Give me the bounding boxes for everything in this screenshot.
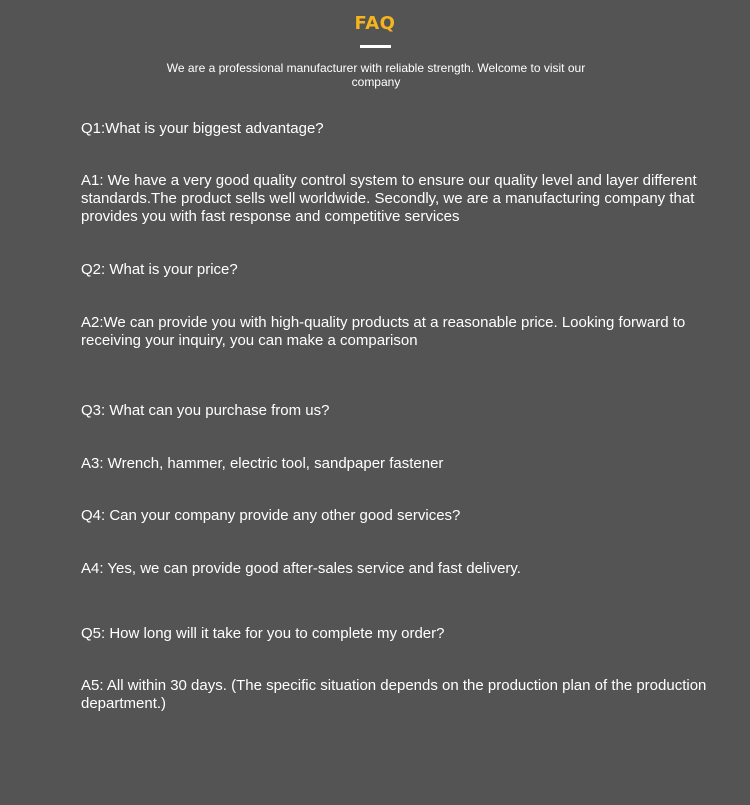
faq-answer-3: A3: Wrench, hammer, electric tool, sandpaper fastener [81, 455, 444, 472]
faq-answer-5: A5: All within 30 days. (The specific situation depends on the production plan of the production department.) [81, 677, 707, 712]
faq-answer-1: A1: We have a very good quality control system to ensure our quality level and layer different standards.The product sells well worldwide. Secondly, we are a manufacturing company that provides you with fast response and competitive services [81, 172, 697, 225]
faq-subtitle: We are a professional manufacturer with reliable strength. Welcome to visit our company [166, 61, 586, 89]
faq-answer-4: A4: Yes, we can provide good after-sales service and fast delivery. [81, 560, 521, 577]
faq-question-2: Q2: What is your price? [81, 261, 238, 278]
title-underline [360, 45, 391, 48]
faq-answer-2: A2:We can provide you with high-quality products at a reasonable price. Looking forward to receiving your inquiry, you can make a comparison [81, 314, 686, 349]
faq-title: FAQ [354, 13, 396, 34]
faq-question-4: Q4: Can your company provide any other good services? [81, 507, 461, 524]
faq-question-1: Q1:What is your biggest advantage? [81, 120, 324, 137]
faq-question-3: Q3: What can you purchase from us? [81, 402, 330, 419]
faq-question-5: Q5: How long will it take for you to complete my order? [81, 625, 445, 642]
